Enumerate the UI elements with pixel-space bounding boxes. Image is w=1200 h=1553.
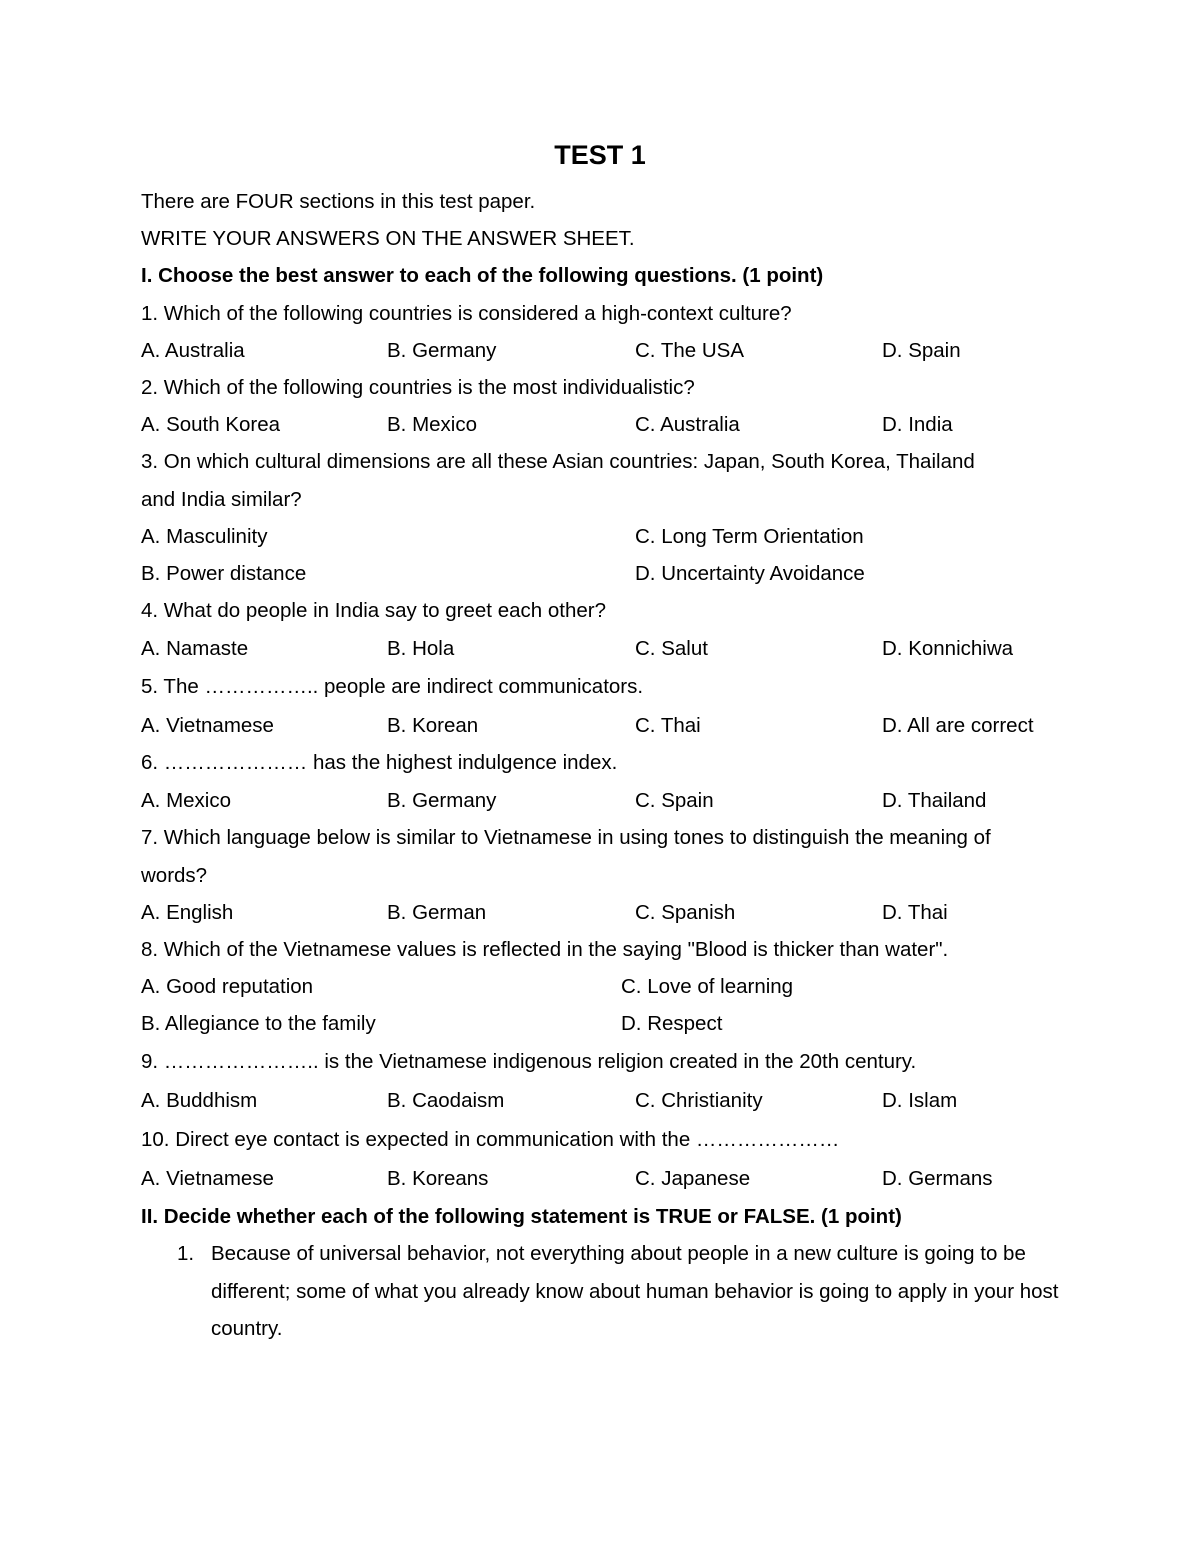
question-10-option-a: A. Vietnamese <box>141 1167 274 1190</box>
question-10-option-c: C. Japanese <box>635 1167 751 1190</box>
section-1-heading: I. Choose the best answer to each of the following questions. (1 point) <box>141 264 824 287</box>
question-10-option-b: B. Koreans <box>387 1167 489 1190</box>
question-3-continued: and India similar? <box>141 488 302 511</box>
question-6-option-c: C. Spain <box>635 789 714 812</box>
question-5-option-c: C. Thai <box>635 714 701 737</box>
question-4-option-c: C. Salut <box>635 637 708 660</box>
question-4-option-b: B. Hola <box>387 637 455 660</box>
question-8-option-c: C. Love of learning <box>621 975 794 998</box>
question-3-option-a: A. Masculinity <box>141 525 268 548</box>
question-8-option-a: A. Good reputation <box>141 975 314 998</box>
question-9-option-d: D. Islam <box>882 1089 958 1112</box>
question-3-option-c: C. Long Term Orientation <box>635 525 864 548</box>
question-1-option-a: A. Australia <box>141 339 245 362</box>
question-6-option-d: D. Thailand <box>882 789 987 812</box>
intro-line-2: WRITE YOUR ANSWERS ON THE ANSWER SHEET. <box>141 227 635 250</box>
question-1-option-b: B. Germany <box>387 339 497 362</box>
question-7-option-b: B. German <box>387 901 487 924</box>
question-5: 5. The …………….. people are indirect communicators. <box>141 675 644 698</box>
question-9-option-a: A. Buddhism <box>141 1089 258 1112</box>
question-1-option-d: D. Spain <box>882 339 961 362</box>
question-4-option-d: D. Konnichiwa <box>882 637 1014 660</box>
question-3-option-d: D. Uncertainty Avoidance <box>635 562 865 585</box>
question-2-option-a: A. South Korea <box>141 413 281 436</box>
statement-1-text: Because of universal behavior, not everything about people in a new culture is going to be different; some of what you already know about human behavior is going to apply in your host country. <box>211 1242 1059 1340</box>
question-9-option-b: B. Caodaism <box>387 1089 505 1112</box>
page-title: TEST 1 <box>554 140 646 170</box>
question-1: 1. Which of the following countries is considered a high-context culture? <box>141 302 792 325</box>
question-5-option-a: A. Vietnamese <box>141 714 274 737</box>
question-6-option-b: B. Germany <box>387 789 497 812</box>
question-6: 6. ………………… has the highest indulgence index. <box>141 751 618 774</box>
question-7-option-c: C. Spanish <box>635 901 736 924</box>
section-2-heading: II. Decide whether each of the following statement is TRUE or FALSE. (1 point) <box>141 1205 902 1228</box>
question-9: 9. ………………….. is the Vietnamese indigenous religion created in the 20th century. <box>141 1050 917 1073</box>
question-9-option-c: C. Christianity <box>635 1089 763 1112</box>
question-7-option-a: A. English <box>141 901 234 924</box>
question-3: 3. On which cultural dimensions are all these Asian countries: Japan, South Korea, Thailand <box>141 450 975 473</box>
question-4-option-a: A. Namaste <box>141 637 249 660</box>
question-5-option-b: B. Korean <box>387 714 479 737</box>
question-5-option-d: D. All are correct <box>882 714 1034 737</box>
question-1-option-c: C. The USA <box>635 339 744 362</box>
question-8: 8. Which of the Vietnamese values is reflected in the saying "Blood is thicker than water". <box>141 938 949 961</box>
question-2-option-c: C. Australia <box>635 413 740 436</box>
question-10: 10. Direct eye contact is expected in communication with the ………………… <box>141 1128 840 1151</box>
question-7: 7. Which language below is similar to Vietnamese in using tones to distinguish the meaning of <box>141 826 991 849</box>
question-2: 2. Which of the following countries is the most individualistic? <box>141 376 695 399</box>
question-2-option-d: D. India <box>882 413 953 436</box>
statement-1-number: 1. <box>177 1242 195 1265</box>
question-4: 4. What do people in India say to greet each other? <box>141 599 606 622</box>
question-8-option-d: D. Respect <box>621 1012 723 1035</box>
question-10-option-d: D. Germans <box>882 1167 993 1190</box>
question-7-option-d: D. Thai <box>882 901 948 924</box>
question-7-continued: words? <box>141 864 208 887</box>
intro-line-1: There are FOUR sections in this test paper. <box>141 190 536 213</box>
question-8-option-b: B. Allegiance to the family <box>141 1012 376 1035</box>
question-3-option-b: B. Power distance <box>141 562 307 585</box>
question-2-option-b: B. Mexico <box>387 413 477 436</box>
question-6-option-a: A. Mexico <box>141 789 231 812</box>
